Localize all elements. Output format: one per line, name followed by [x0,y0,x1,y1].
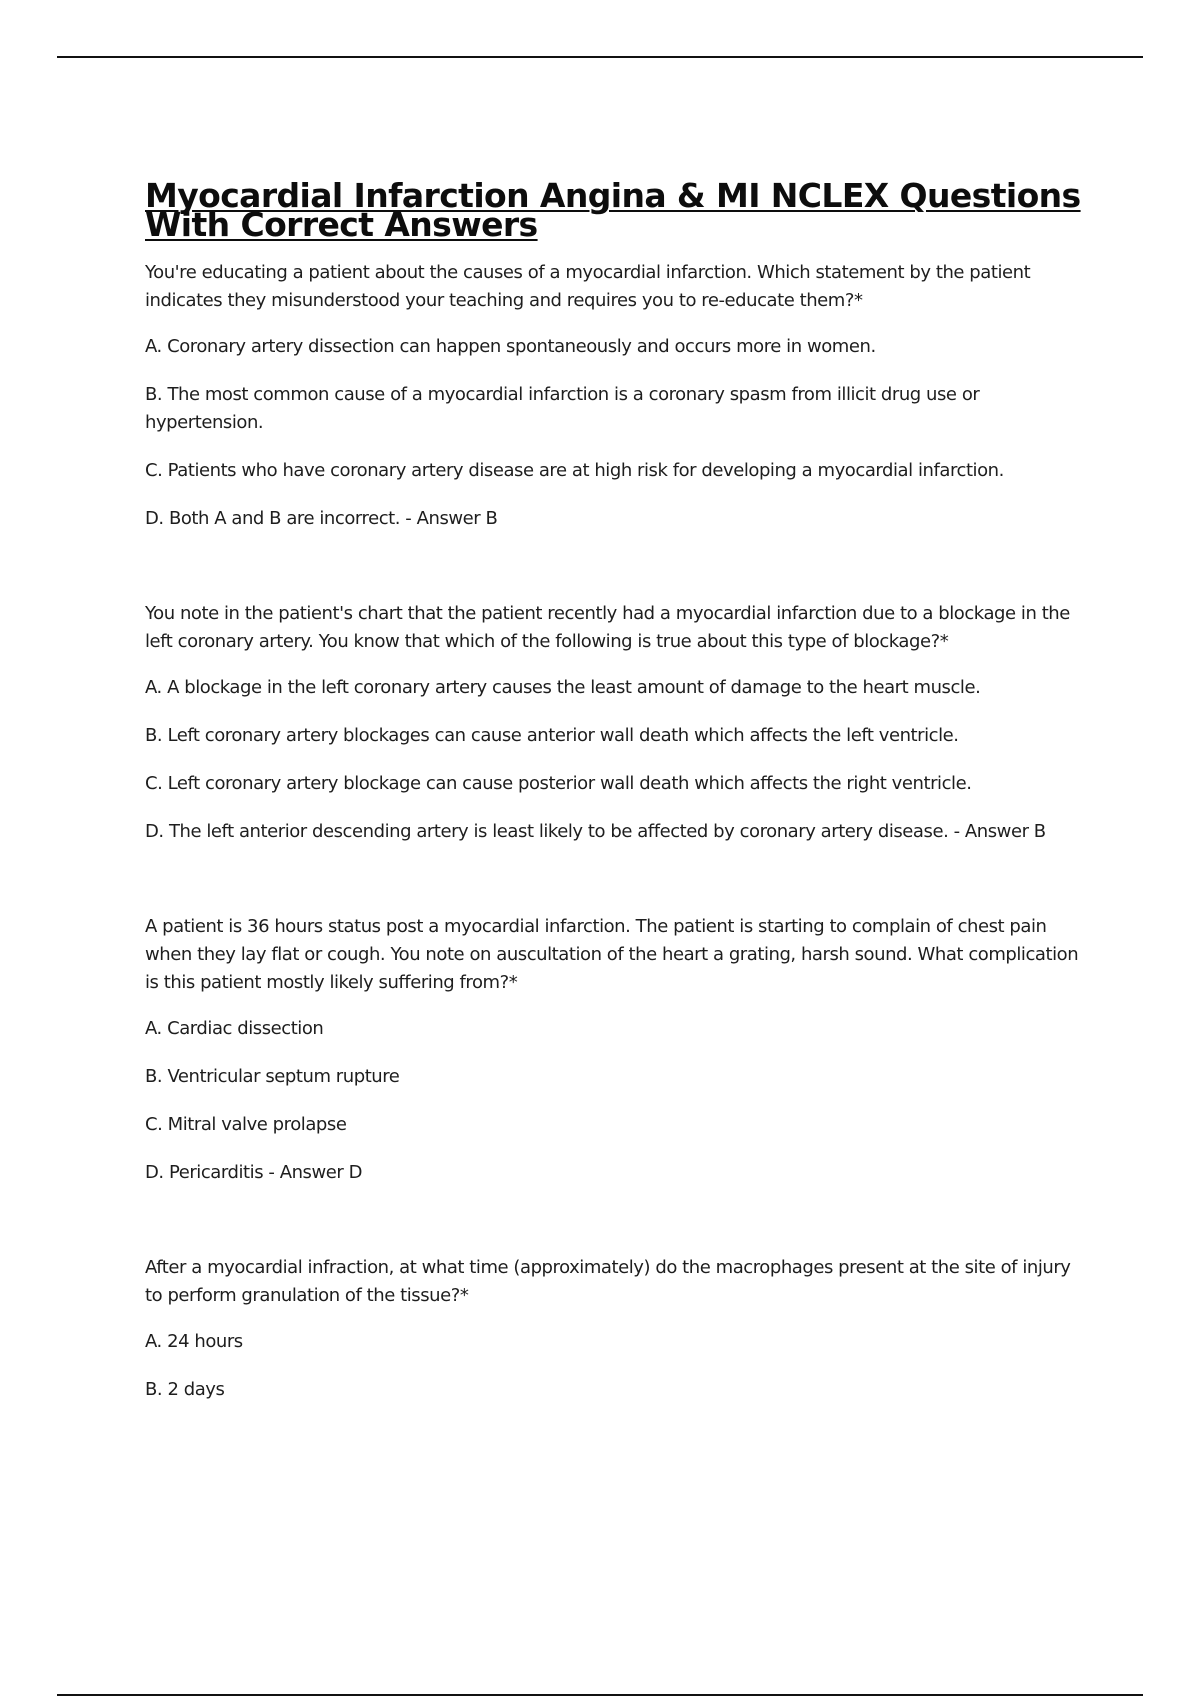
question-prompt: A patient is 36 hours status post a myocardial infarction. The patient is starting to complain of chest pain when they lay flat or cough. You note on auscultation of the heart a grating, harsh sound. What complication is this patient mostly likely suffering from?* [145,916,1079,993]
question-prompt: After a myocardial infraction, at what time (approximately) do the macrophages present at the site of injury to perform granulation of the tissue?* [145,1257,1071,1306]
answer-option: B. Ventricular septum rupture [145,1066,400,1087]
answer-option: A. Cardiac dissection [145,1018,324,1039]
question-block-3 [145,913,1085,1187]
top-rule [57,56,1143,58]
document-body [145,176,1085,1404]
document-title-line-1: Myocardial Infarction Angina & MI NCLEX Questions [145,176,1081,215]
answer-option: A. Coronary artery dissection can happen spontaneously and occurs more in women. [145,336,876,357]
answer-option: D. Both A and B are incorrect. - Answer B [145,508,498,529]
document-title-line-2: With Correct Answers [145,205,538,244]
answer-option: B. The most common cause of a myocardial infarction is a coronary spasm from illicit drug use or hypertension. [145,384,980,433]
answer-option: D. Pericarditis - Answer D [145,1162,362,1183]
question-block-2 [145,600,1085,846]
answer-option: A. A blockage in the left coronary artery causes the least amount of damage to the heart muscle. [145,677,981,698]
document-title [145,176,1085,244]
question-prompt: You note in the patient's chart that the patient recently had a myocardial infarction due to a blockage in the left coronary artery. You know that which of the following is true about this type of blockage?* [145,603,1070,652]
answer-option: A. 24 hours [145,1331,243,1352]
question-block-4 [145,1254,1085,1404]
bottom-rule [57,1694,1143,1696]
answer-option: C. Patients who have coronary artery disease are at high risk for developing a myocardial infarction. [145,460,1004,481]
answer-option: C. Left coronary artery blockage can cause posterior wall death which affects the right ventricle. [145,773,972,794]
question-block-1 [145,259,1085,533]
answer-option: B. Left coronary artery blockages can cause anterior wall death which affects the left ventricle. [145,725,959,746]
answer-option: B. 2 days [145,1379,225,1400]
answer-option: C. Mitral valve prolapse [145,1114,347,1135]
answer-option: D. The left anterior descending artery is least likely to be affected by coronary artery disease. - Answer B [145,821,1046,842]
question-prompt: You're educating a patient about the causes of a myocardial infarction. Which statement by the patient indicates they misunderstood your teaching and requires you to re-educate them?* [145,262,1031,311]
